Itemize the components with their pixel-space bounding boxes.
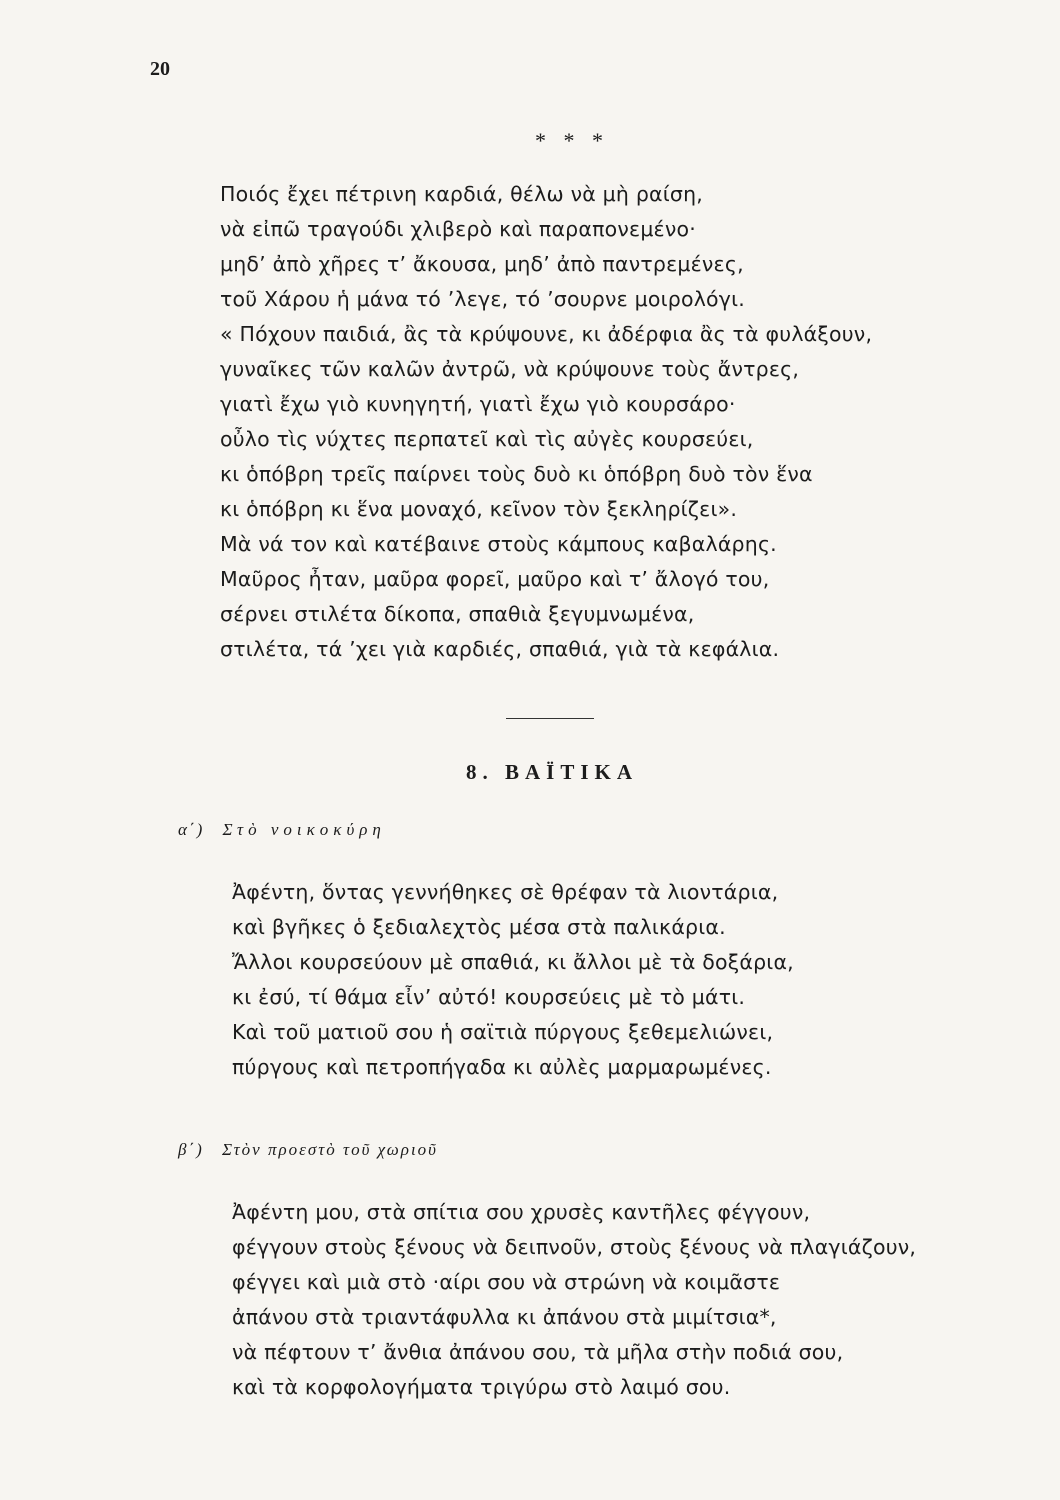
page-number: 20 xyxy=(150,58,170,80)
poem-line: κι ἐσύ, τί θάμα εἶν’ αὐτό! κουρσεύεις μὲ τὸ μάτι. xyxy=(232,985,746,1009)
section-separator-stars: * * * xyxy=(535,128,609,153)
poem-line: Ἄλλοι κουρσεύουν μὲ σπαθιά, κι ἄλλοι μὲ τὰ δοξάρια, xyxy=(232,950,794,974)
poem-line: κι ὁπόβρη τρεῖς παίρνει τοὺς δυὸ κι ὁπόβρη δυὸ τὸν ἕνα xyxy=(220,462,813,486)
poem-line: πύργους καὶ πετροπήγαδα κι αὐλὲς μαρμαρωμένες. xyxy=(232,1055,772,1079)
subheading-marker: β΄) xyxy=(178,1140,204,1159)
subheading-text: Στὸ νοικοκύρη xyxy=(222,820,386,839)
poem-line: καὶ βγῆκες ὁ ξεδιαλεχτὸς μέσα στὰ παλικάρια. xyxy=(232,915,726,939)
poem-village-elder xyxy=(232,1195,916,1405)
poem-line: Μαῦρος ἦταν, μαῦρα φορεῖ, μαῦρο καὶ τ’ ἄλογό του, xyxy=(220,567,770,591)
poem-line: ἀπάνου στὰ τριαντάφυλλα κι ἀπάνου στὰ μιμίτσια*, xyxy=(232,1305,777,1329)
subheading-householder xyxy=(178,820,386,840)
poem-line: Καὶ τοῦ ματιοῦ σου ἡ σαϊτιὰ πύργους ξεθεμελιώνει, xyxy=(232,1020,774,1044)
section-divider xyxy=(506,718,594,719)
subheading-text: Στὸν προεστὸ τοῦ χωριοῦ xyxy=(222,1140,438,1159)
poem-line: οὖλο τὶς νύχτες περπατεῖ καὶ τὶς αὐγὲς κουρσεύει, xyxy=(220,427,754,451)
poem-line: Ποιός ἔχει πέτρινη καρδιά, θέλω νὰ μὴ ραίση, xyxy=(220,182,703,206)
poem-line: Ἀφέντη, ὅντας γεννήθηκες σὲ θρέφαν τὰ λιοντάρια, xyxy=(232,880,779,904)
poem-line: σέρνει στιλέτα δίκοπα, σπαθιὰ ξεγυμνωμένα, xyxy=(220,602,695,626)
section-title: 8. ΒΑΪΤΙΚΑ xyxy=(466,760,639,784)
subheading-marker: α΄) xyxy=(178,820,205,839)
poem-line: Ἀφέντη μου, στὰ σπίτια σου χρυσὲς καντῆλες φέγγουν, xyxy=(232,1200,811,1224)
poem-line: μηδ’ ἀπὸ χῆρες τ’ ἄκουσα, μηδ’ ἀπὸ παντρεμένες, xyxy=(220,252,744,276)
poem-line: Μὰ νά τον καὶ κατέβαινε στοὺς κάμπους καβαλάρης. xyxy=(220,532,777,556)
subheading-village-elder xyxy=(178,1140,438,1160)
poem-line: φέγγουν στοὺς ξένους νὰ δειπνοῦν, στοὺς ξένους νὰ πλαγιάζουν, xyxy=(232,1235,917,1259)
poem-line: γιατὶ ἔχω γιὸ κυνηγητή, γιατὶ ἔχω γιὸ κουρσάρο· xyxy=(220,392,736,416)
poem-line: καὶ τὰ κορφολογήματα τριγύρω στὸ λαιμό σου. xyxy=(232,1375,731,1399)
poem-line: νὰ πέφτουν τ’ ἄνθια ἀπάνου σου, τὰ μῆλα στὴν ποδιά σου, xyxy=(232,1340,844,1364)
poem-line: τοῦ Χάρου ἡ μάνα τό ’λεγε, τό ’σουρνε μοιρολόγι. xyxy=(220,287,745,311)
poem-line: νὰ εἰπῶ τραγούδι χλιβερὸ καὶ παραπονεμένο· xyxy=(220,217,696,241)
poem-line: κι ὁπόβρη κι ἕνα μοναχό, κεῖνον τὸν ξεκληρίζει». xyxy=(220,497,738,521)
poem-lament xyxy=(220,177,872,667)
poem-line: στιλέτα, τά ’χει γιὰ καρδιές, σπαθιά, γιὰ τὰ κεφάλια. xyxy=(220,637,780,661)
poem-line: φέγγει καὶ μιὰ στὸ ·αίρι σου νὰ στρώνη νὰ κοιμᾶστε xyxy=(232,1270,781,1294)
poem-householder xyxy=(232,875,794,1085)
poem-line: « Πόχουν παιδιά, ἂς τὰ κρύψουνε, κι ἀδέρφια ἂς τὰ φυλάξουν, xyxy=(220,322,873,346)
poem-line: γυναῖκες τῶν καλῶν ἀντρῶ, νὰ κρύψουνε τοὺς ἄντρες, xyxy=(220,357,800,381)
